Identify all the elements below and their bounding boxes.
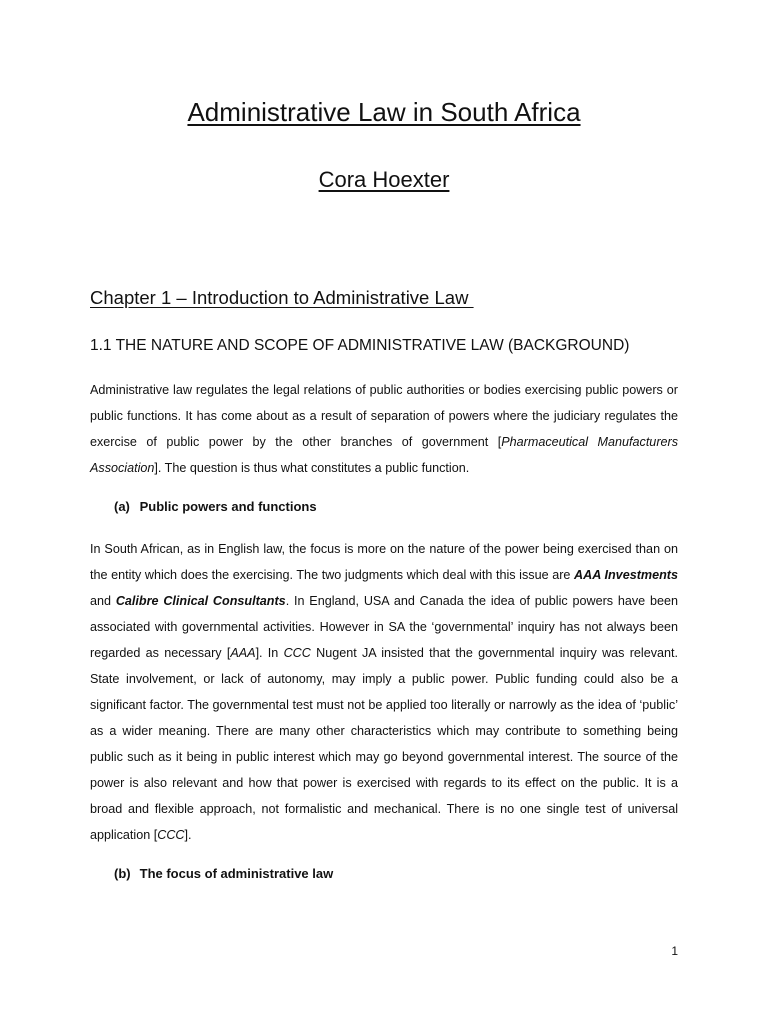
case-citation-ccc: CCC [283,646,311,660]
section-heading: 1.1 THE NATURE AND SCOPE OF ADMINISTRATIVE LAW (BACKGROUND) [90,337,630,354]
subheading-a-label: (a) [114,499,130,514]
paragraph-1 [90,377,678,481]
case-citation-ccc-2: CCC [157,828,185,842]
paragraph-2-text-1: In South African, as in English law, the focus is more on the nature of the power being exercised than on the entity which does the exercising. The two judgments which deal with this issue are [90,542,678,582]
document-author: Cora Hoexter [318,167,450,192]
subheading-b-text: The focus of administrative law [139,866,334,881]
paragraph-2 [90,536,678,848]
paragraph-2-text-5: Nugent JA insisted that the governmental inquiry was relevant. State involvement, or lack of autonomy, may imply a public power. Public funding could also be a significant factor. The governmental test must not be applied too literally or narrowly as the idea of ‘public’ as a wider meaning. There are many other characteristics which may contribute to something being public such as it being in public interest which may go beyond governmental interest. The source of the power is also relevant and how that power is exercised with regards to its effect on the public. It is a broad and flexible approach, not formalistic and mechanical. There is no one single test of universal application [ [90,646,679,842]
subheading-b-label: (b) [114,866,131,881]
case-citation-pharmaceutical: Pharmaceutical Manufacturers Association [90,435,679,475]
paragraph-1-text-1: Administrative law regulates the legal relations of public authorities or bodies exercising public powers or public functions. It has come about as a result of separation of powers where the judiciary regulates the exercise of public power by the other branches of government [ [90,383,678,449]
case-citation-aaa-investments: AAA Investments [574,568,678,582]
paragraph-2-text-6: ]. [184,828,192,842]
case-citation-aaa: AAA [230,646,256,660]
paragraph-2-text-3: . In England, USA and Canada the idea of public powers have been associated with governmental activities. However in SA the ‘governmental’ inquiry has not always been regarded as necessary [ [90,594,679,660]
chapter-heading: Chapter 1 – Introduction to Administrative Law [90,287,474,308]
paragraph-1-text-2: ]. The question is thus what constitutes a public function. [154,461,470,475]
paragraph-2-text-2: and [90,594,116,608]
subheading-a [114,499,317,514]
paragraph-2-text-4: ]. In [255,646,284,660]
case-citation-calibre: Calibre Clinical Consultants [115,594,286,608]
subheading-a-text: Public powers and functions [139,499,317,514]
page-number: 1 [671,944,678,958]
document-title: Administrative Law in South Africa [187,97,581,127]
subheading-b [114,866,333,881]
